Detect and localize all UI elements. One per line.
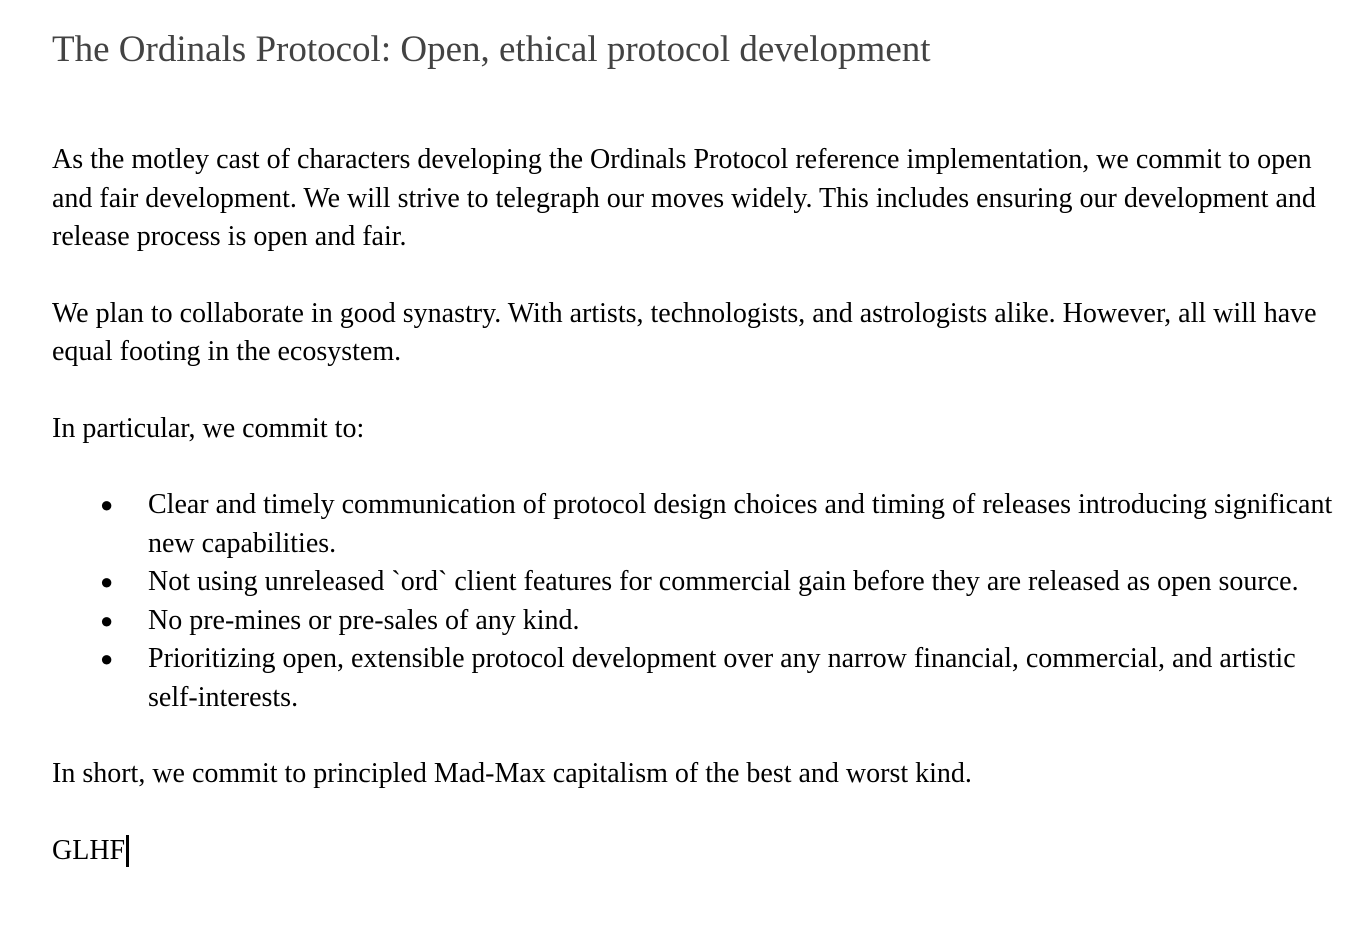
bullet-icon: ● <box>100 646 114 671</box>
list-item-text: No pre-mines or pre-sales of any kind. <box>148 604 580 636</box>
bullet-icon: ● <box>100 607 114 633</box>
list-item-text: Prioritizing open, extensible protocol development over any narrow financial, commercial, and artistic self-interests. <box>148 643 1296 713</box>
commitment-list <box>52 486 1342 717</box>
bullet-icon: ● <box>100 492 114 517</box>
list-item-text: Not using unreleased `ord` client features for commercial gain before they are released as open source. <box>148 566 1299 597</box>
list-item-text: Clear and timely communication of protocol design choices and timing of releases introducing significant new capabilities. <box>148 489 1333 559</box>
bullet-icon: ● <box>100 569 114 594</box>
intro-paragraph: As the motley cast of characters developing the Ordinals Protocol reference implementation, we commit to open and fair development. We will strive to telegraph our moves widely. This includes ensuring our development and release process is open and fair. <box>52 144 1316 252</box>
list-item <box>52 640 1342 717</box>
text-cursor <box>126 835 129 867</box>
document-body[interactable] <box>52 0 1342 870</box>
list-item <box>52 486 1342 563</box>
list-item <box>52 563 1342 602</box>
list-item <box>52 602 1342 641</box>
document-title: The Ordinals Protocol: Open, ethical protocol development <box>52 29 931 70</box>
collaboration-paragraph: We plan to collaborate in good synastry. With artists, technologists, and astrologists alike. However, all will have equal footing in the ecosystem. <box>52 297 1317 367</box>
commitment-lead-paragraph: In particular, we commit to: <box>52 412 365 444</box>
signoff-text: GLHF <box>52 834 126 866</box>
closing-paragraph: In short, we commit to principled Mad-Max capitalism of the best and worst kind. <box>52 758 972 789</box>
signoff-line[interactable] <box>52 832 1342 871</box>
